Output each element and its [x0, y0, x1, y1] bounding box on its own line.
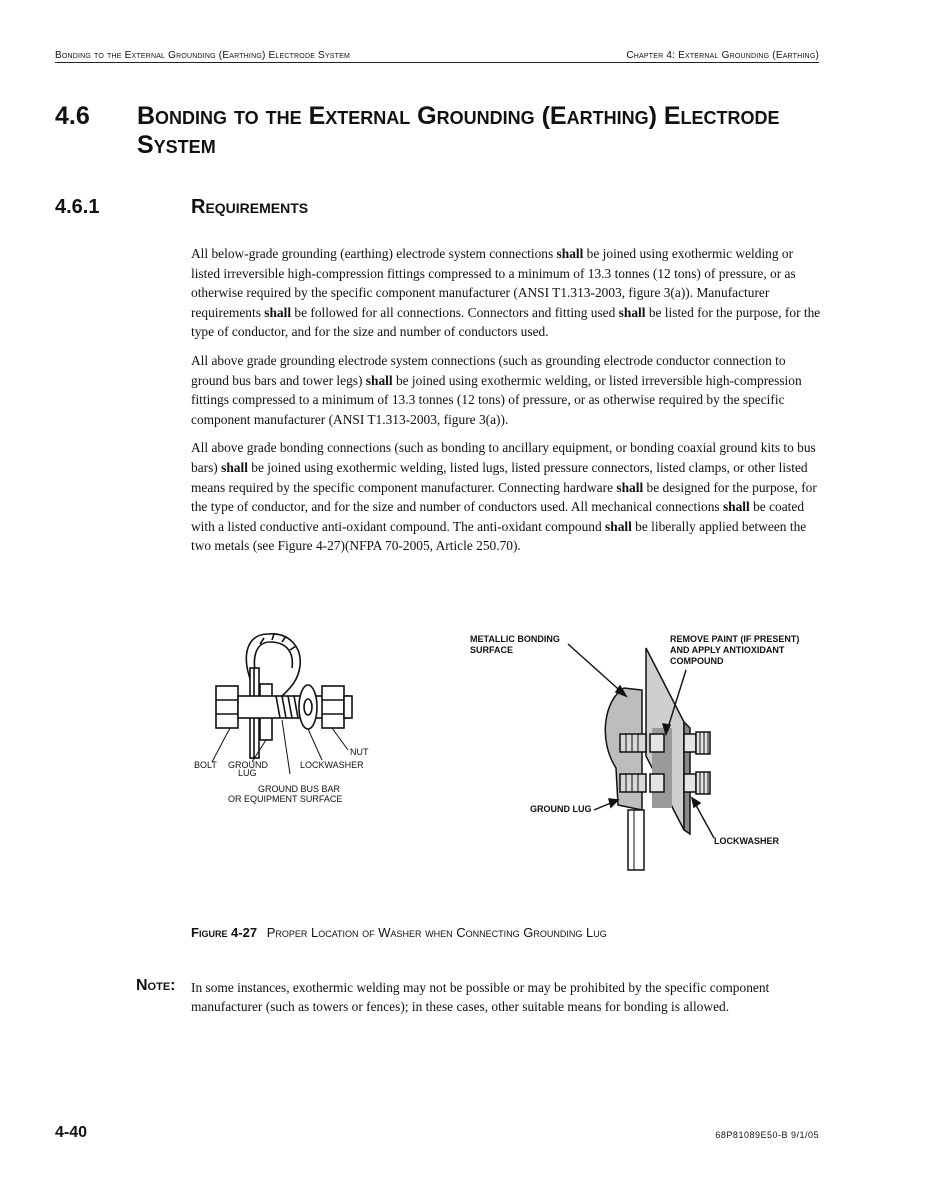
body-text — [191, 244, 821, 565]
text-run: be coated with a listed conductive anti-oxidant compound. The anti-oxidant compound — [191, 499, 805, 534]
label-remove-paint-line2: AND APPLY ANTIOXIDANT — [670, 645, 785, 655]
figure-number: Figure 4-27 — [191, 925, 258, 940]
running-header — [55, 46, 819, 63]
figure-lug-on-surface — [466, 630, 816, 875]
label-bus-bar-line1: GROUND BUS BAR — [258, 784, 341, 794]
body-paragraph — [191, 351, 821, 429]
note-label: Note: — [136, 977, 176, 994]
label-nut: NUT — [350, 747, 369, 757]
text-run: All above grade grounding electrode system connections (such as grounding electrode conductor connection to ground bus bars and tower legs) — [191, 352, 786, 388]
figure-caption-text: Proper Location of Washer when Connecting Grounding Lug — [266, 925, 607, 940]
text-run: be designed for the purpose, for the type of conductor, and for the size and number of conductors used. All mechanical connections — [191, 479, 817, 515]
label-remove-paint-line3: COMPOUND — [670, 656, 724, 666]
body-paragraph — [191, 438, 821, 556]
label-bus-bar-line2: OR EQUIPMENT SURFACE — [228, 794, 343, 804]
page-number: 4-40 — [55, 1124, 88, 1141]
emphasis-shall: shall — [722, 499, 750, 515]
subsection-number: 4.6.1 — [55, 196, 100, 218]
text-run: be joined using exothermic welding, or listed irreversible high-compression fittings compressed to a minimum of 13.3 tonnes (12 tons) of pressure, or as otherwise required by the specific component manufacturer (ANSI T1.313-2003, figure 3(a)). — [191, 372, 802, 427]
text-run: All below-grade grounding (earthing) electrode system connections — [191, 246, 557, 261]
emphasis-shall: shall — [605, 518, 632, 534]
label-remove-paint-line1: REMOVE PAINT (IF PRESENT) — [670, 634, 800, 644]
header-chapter-title: Chapter 4: External Grounding (Earthing) — [626, 50, 819, 61]
label-lockwasher-left: LOCKWASHER — [300, 760, 364, 770]
text-run: be joined using exothermic welding or listed irreversible high-compression fittings compressed to a minimum of 13.3 tonnes (12 tons) of pressure, or as otherwise required by the specific component manufacturer (ANSI T1.313-2003, figure 3(a)). Manufacturer requirements — [191, 246, 796, 320]
figure-caption — [191, 925, 607, 940]
figure-bolt-assembly — [190, 624, 380, 814]
header-left-title: Bonding to the External Grounding (Earthing) Electrode System — [55, 50, 351, 61]
section-number: 4.6 — [55, 102, 90, 130]
label-bolt: BOLT — [194, 760, 217, 770]
emphasis-shall: shall — [365, 372, 393, 388]
document-id: 68P81089E50-B 9/1/05 — [715, 1130, 819, 1140]
note-text: In some instances, exothermic welding may not be possible or may be prohibited by the specific component manufacturer (such as towers or fences); in these cases, other suitable means for bonding is allowed. — [191, 980, 770, 1014]
label-ground-lug: GROUND LUG — [530, 804, 592, 814]
emphasis-shall: shall — [221, 459, 248, 475]
label-lockwasher-right: LOCKWASHER — [714, 836, 779, 846]
subsection-title: Requirements — [191, 196, 309, 218]
label-ground-lug-line1: GROUND — [228, 760, 268, 770]
text-run: All above grade bonding connections (such as bonding to ancillary equipment, or bonding coaxial ground kits to bus bars) — [191, 440, 816, 475]
label-ground-lug-line2: LUG — [238, 768, 257, 778]
emphasis-shall: shall — [616, 479, 644, 495]
text-run: be listed for the purpose, for the type of conductor, and for the size and number of conductors used. — [191, 304, 821, 340]
emphasis-shall: shall — [264, 304, 292, 320]
section-title: Bonding to the External Grounding (Earthing) Electrode System — [137, 102, 780, 159]
emphasis-shall: shall — [556, 246, 584, 261]
text-run: be followed for all connections. Connectors and fitting used — [291, 304, 619, 320]
text-run: be joined using exothermic welding, listed lugs, listed pressure connectors, listed clamps, or other listed means required by the specific component manufacturer. Connecting hardware — [191, 459, 808, 495]
text-run: be liberally applied between the two metals (see Figure 4-27)(NFPA 70-2005, Article 250.70). — [191, 518, 807, 554]
label-metallic-line1: METALLIC BONDING — [470, 634, 560, 644]
emphasis-shall: shall — [618, 304, 646, 320]
body-paragraph — [191, 244, 821, 342]
label-metallic-line2: SURFACE — [470, 645, 514, 655]
